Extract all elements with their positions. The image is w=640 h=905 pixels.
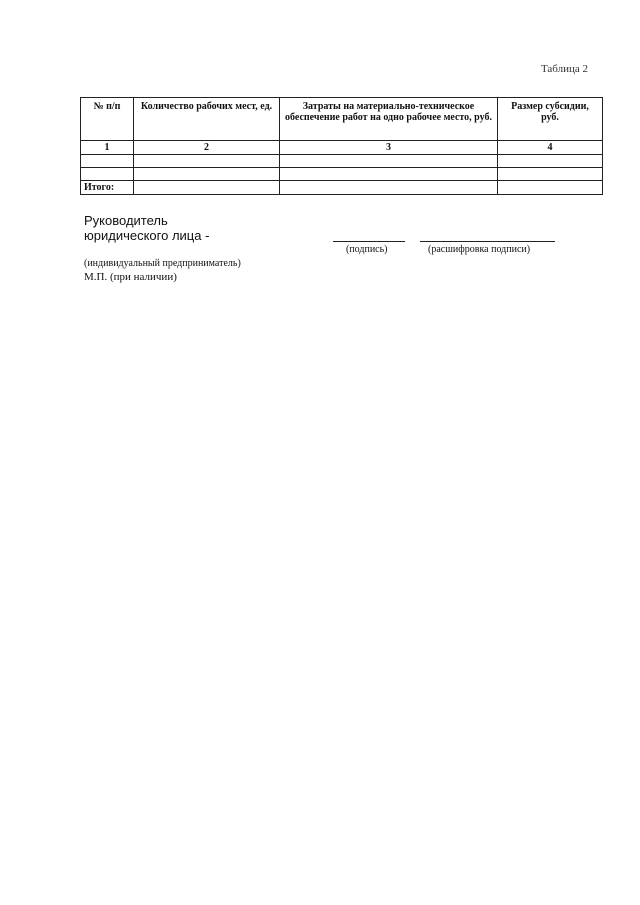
signature-line: [333, 241, 405, 242]
table-cell: [81, 168, 134, 181]
signature-block: [84, 213, 604, 293]
table-cell: [134, 181, 280, 195]
table-cell: [280, 181, 498, 195]
table-header-row: [81, 98, 603, 141]
header-number: № п/п: [81, 98, 134, 141]
subsidy-table: [80, 97, 603, 195]
column-number: 4: [498, 141, 603, 155]
table-cell: [498, 168, 603, 181]
column-number-row: [81, 141, 603, 155]
decryption-caption: (расшифровка подписи): [428, 244, 531, 255]
header-costs: Затраты на материально-техническое обеспечение работ на одно рабочее место, руб.: [280, 98, 498, 141]
signer-title-line2: юридического лица -: [84, 228, 210, 243]
total-row: [81, 181, 603, 195]
header-workplaces: Количество рабочих мест, ед.: [134, 98, 280, 141]
signature-caption: (подпись): [346, 244, 388, 255]
signer-title-line1: Руководитель: [84, 213, 168, 228]
header-subsidy: Размер субсидии, руб.: [498, 98, 603, 141]
table-cell: [280, 168, 498, 181]
table-cell: [498, 181, 603, 195]
column-number: 3: [280, 141, 498, 155]
entrepreneur-note: (индивидуальный предприниматель): [84, 258, 241, 269]
table-cell: [81, 155, 134, 168]
column-number: 1: [81, 141, 134, 155]
stamp-note: М.П. (при наличии): [84, 271, 177, 283]
column-number: 2: [134, 141, 280, 155]
table-row: [81, 168, 603, 181]
table-cell: [134, 155, 280, 168]
decryption-line: [420, 241, 555, 242]
table-cell: [280, 155, 498, 168]
table-cell: [498, 155, 603, 168]
table-cell: [134, 168, 280, 181]
table-row: [81, 155, 603, 168]
table-caption: Таблица 2: [540, 63, 588, 75]
total-label: Итого:: [81, 181, 134, 195]
